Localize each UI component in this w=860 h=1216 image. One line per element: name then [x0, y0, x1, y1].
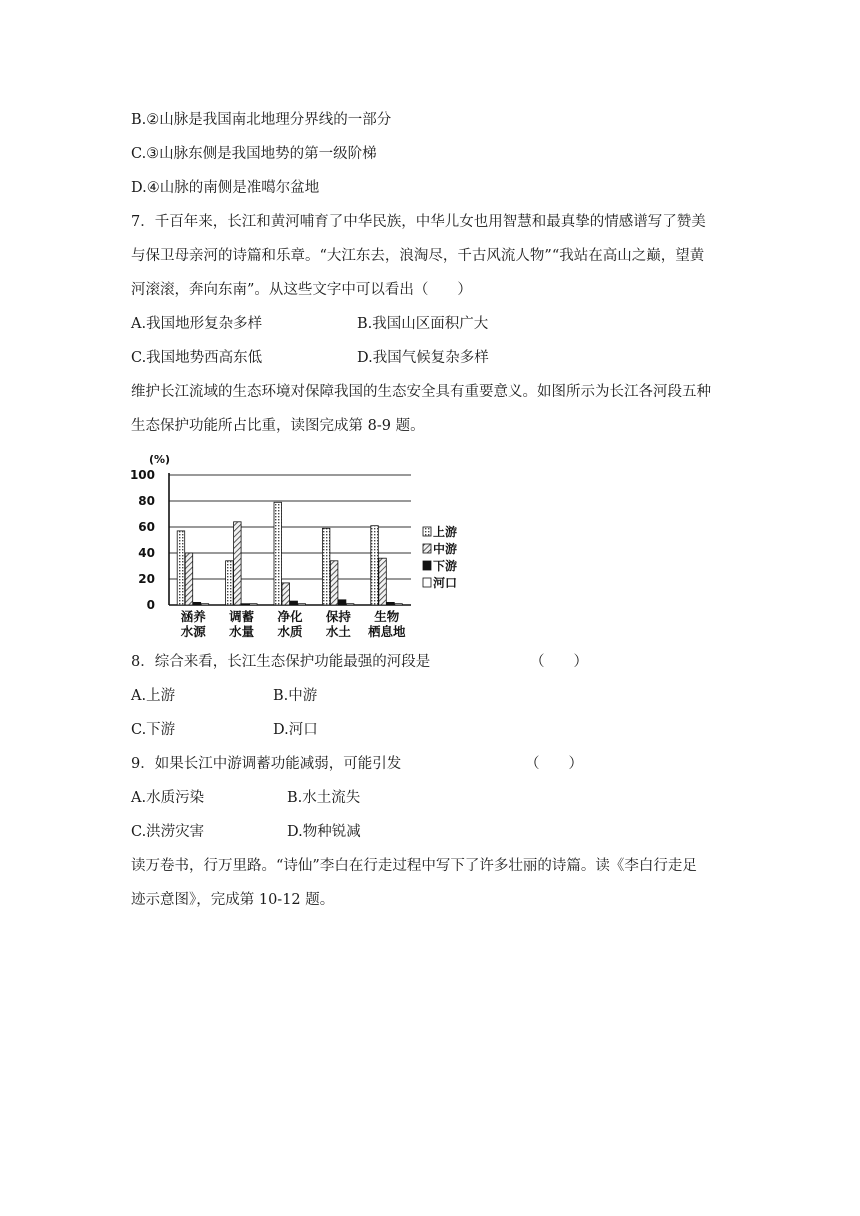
- bar: [338, 600, 346, 605]
- q7-option-a: A.我国地形复杂多样: [131, 316, 263, 332]
- bar: [395, 604, 403, 605]
- q8-option-a: A.上游: [131, 688, 176, 704]
- q7-stem-line3: 河滚滚，奔向东南”。从这些文字中可以看出（ ）: [131, 282, 472, 298]
- bar: [177, 531, 185, 605]
- category-label: 保持: [325, 609, 351, 624]
- q6-option-b: B.②山脉是我国南北地理分界线的一部分: [131, 112, 392, 128]
- bar: [330, 561, 338, 605]
- y-axis-unit-label: (%): [149, 453, 171, 466]
- category-label: 水源: [180, 624, 206, 639]
- bar: [234, 522, 242, 605]
- intro-10-12-line1: 读万卷书，行万里路。“诗仙”李白在行走过程中写下了许多壮丽的诗篇。读《李白行走足: [131, 858, 697, 874]
- category-label: 净化: [277, 609, 303, 624]
- bar: [201, 604, 209, 605]
- q8-stem: 8．综合来看，长江生态保护功能最强的河段是: [131, 654, 431, 670]
- intro-8-9-line2: 生态保护功能所占比重，读图完成第 8-9 题。: [131, 418, 425, 434]
- q8-option-c: C.下游: [131, 722, 176, 738]
- q6-option-c: C.③山脉东侧是我国地势的第一级阶梯: [131, 146, 377, 162]
- intro-10-12-line2: 迹示意图》，完成第 10-12 题。: [131, 892, 335, 908]
- bar: [379, 558, 387, 605]
- legend-label: 河口: [433, 576, 458, 590]
- category-label: 水量: [229, 624, 255, 639]
- bar: [346, 604, 354, 605]
- category-label: 水质: [277, 624, 303, 639]
- category-label: 栖息地: [368, 624, 406, 639]
- bar: [282, 583, 290, 605]
- q8-option-d: D.河口: [273, 722, 318, 738]
- category-label: 水土: [325, 624, 351, 639]
- legend-label: 上游: [433, 525, 458, 539]
- bar: [193, 602, 201, 605]
- y-tick-label: 100: [129, 468, 155, 482]
- q7-stem-line2: 与保卫母亲河的诗篇和乐章。“大江东去，浪淘尽，千古风流人物”“我站在高山之巅，望黄: [131, 248, 705, 264]
- q9-option-b: B.水土流失: [287, 790, 361, 806]
- category-label: 调蓄: [229, 609, 255, 624]
- bar: [226, 561, 234, 605]
- q6-option-d: D.④山脉的南侧是准噶尔盆地: [131, 180, 320, 196]
- bar: [185, 553, 193, 605]
- q7-stem-line1: 7．千百年来，长江和黄河哺育了中华民族，中华儿女也用智慧和最真挚的情感谱写了赞美: [131, 214, 706, 230]
- category-label: 涵养: [180, 609, 206, 624]
- bar: [242, 604, 250, 605]
- q9-stem: 9．如果长江中游调蓄功能减弱，可能引发: [131, 756, 402, 772]
- q9-option-a: A.水质污染: [131, 790, 205, 806]
- bar: [322, 528, 330, 605]
- bar: [274, 502, 282, 605]
- legend-swatch: [423, 561, 431, 570]
- category-label: 生物: [374, 609, 400, 624]
- q9-option-c: C.洪涝灾害: [131, 824, 205, 840]
- q8-option-b: B.中游: [273, 688, 318, 704]
- bar: [298, 604, 306, 605]
- bar: [290, 601, 298, 605]
- q7-option-d: D.我国气候复杂多样: [357, 350, 489, 366]
- legend-swatch: [423, 527, 431, 536]
- yangtze-ecological-function-bar-chart: [129, 447, 458, 644]
- y-tick-label: 20: [138, 572, 155, 586]
- y-tick-label: 40: [138, 546, 155, 560]
- q8-answer-paren: （ ）: [530, 654, 588, 670]
- bar: [387, 602, 395, 605]
- legend-swatch: [423, 544, 431, 553]
- bar: [371, 526, 379, 605]
- bar: [250, 604, 258, 605]
- q9-answer-paren: （ ）: [525, 756, 583, 772]
- q7-option-b: B.我国山区面积广大: [357, 316, 489, 332]
- legend-label: 中游: [433, 542, 458, 556]
- q7-option-c: C.我国地势西高东低: [131, 350, 263, 366]
- legend-label: 下游: [433, 559, 458, 573]
- y-tick-label: 80: [138, 494, 155, 508]
- intro-8-9-line1: 维护长江流域的生态环境对保障我国的生态安全具有重要意义。如图所示为长江各河段五种: [131, 384, 711, 400]
- y-tick-label: 0: [146, 598, 155, 612]
- q9-option-d: D.物种锐减: [287, 824, 361, 840]
- legend-swatch: [423, 578, 431, 587]
- y-tick-label: 60: [138, 520, 155, 534]
